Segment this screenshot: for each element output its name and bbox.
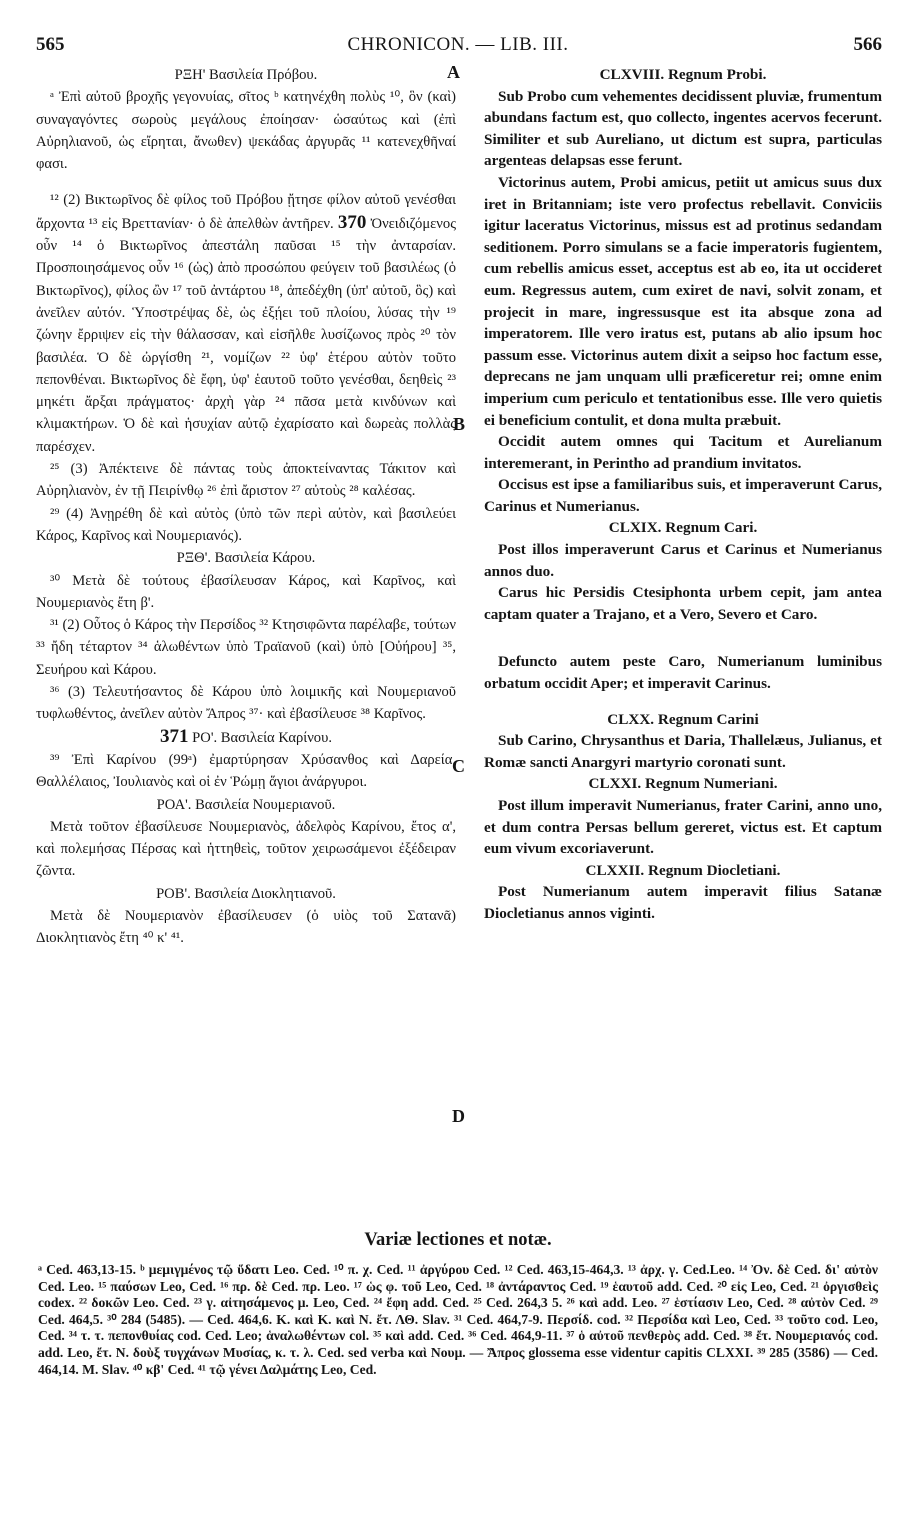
greek-paragraph: ³¹ (2) Οὗτος ὁ Κάρος τὴν Περσίδος ³² Κτησιφῶντα παρέλαβε, τούτων ³³ ἤδη τέταρτον ³⁴ ἁλωθέντων ὑπὸ Τραϊανοῦ (καὶ) ὑπὸ [Οὐήρου] ³⁵, Σευήρου καὶ Κάρου. — [36, 617, 456, 678]
running-title: CHRONICON. — LIB. III. — [347, 34, 569, 55]
greek-paragraph: ²⁵ (3) Ἀπέκτεινε δὲ πάντας τοὺς ἀποκτείναντας Τάκιτον καὶ Αὐρηλιανὸν, ἐν τῇ Πειρίνθῳ ²⁶ ἐπὶ ἄριστον ²⁷ αὐτοὺς ²⁸ καλέσας. — [36, 461, 456, 500]
latin-section-heading: CLXXI. Regnum Numeriani. — [588, 775, 778, 793]
latin-paragraph: Post Numerianum autem imperavit filius Satanæ Diocletianus annos viginti. — [484, 883, 882, 922]
latin-paragraph: Victorinus autem, Probi amicus, petiit ut amicus suus dux iret in Britanniam; iste vero profectus rebellavit. Conviciis igitur laceratus Victorinus, missus est ad protinus sedandam seditionem. Porro simulans se a facie imperatoris fugientem, cum rebellis amicus esset, acceptus est ab eo, ita ut occideret eum. Regressus autem, cum exiret de navi, solvit zonam, et projecit in mare, ingressusque est ita absque zona ad imperatorem. Ille vero iratus est, putans ab alio ipsum hoc passum esse. Victorinus autem dixit a seipso hoc factum esse, deprecans ne jam unquam ulli præficeretur rei; omne enim imperium cum periculo et tentationibus esse. Ille vero quietis ei beneficium contulit, et dona multa præbuit. — [484, 173, 882, 429]
latin-paragraph: Carus hic Persidis Ctesiphonta urbem cepit, jam antea captam quater a Trajano, et a Vero, Severo et Caro. — [484, 584, 882, 623]
latin-section-heading: CLXIX. Regnum Cari. — [608, 519, 758, 537]
greek-section-heading: ΡΟΑ'. Βασιλεία Νουμεριανοῦ. — [156, 796, 336, 813]
latin-column — [484, 64, 882, 925]
greek-section-heading: ΡΞΗ' Βασιλεία Πρόβου. — [174, 67, 318, 83]
running-header — [30, 34, 886, 60]
greek-paragraph: Μετὰ τοῦτον ἐβασίλευσε Νουμεριανὸς, ἀδελφὸς Καρίνου, ἔτος α', καὶ πολεμήσας Πέρσας καὶ ἡττηθεὶς, τοῦτον χειρωσάμενοι ἐξέδειραν ζῶντα. — [36, 818, 456, 880]
greek-paragraph: ᵃ Ἐπὶ αὐτοῦ βροχῆς γεγονυίας, σῖτος ᵇ κατηνέχθη πολὺς ¹⁰, ὃν (καὶ) συναγαγόντες σωροὺς μεγάλους ἐποίησαν· ὡσαύτως καὶ (ἐπὶ Αὐρηλιανοῦ, ὡς εἴρηται, ἄνωθεν) ψεκάδας ἀργυρᾶς ¹¹ κατενεχθῆναί φασι. — [36, 89, 456, 173]
latin-paragraph: Occisus est ipse a familiaribus suis, et imperaverunt Carus, Carinus et Numerianus. — [484, 476, 882, 515]
greek-heading-text: ΡΟ'. Βασιλεία Καρίνου. — [192, 729, 332, 746]
greek-section-heading — [36, 726, 456, 749]
greek-paragraph — [36, 189, 456, 458]
latin-paragraph: Post illum imperavit Numerianus, frater Carini, anno uno, et dum contra Persas bellum gereret, victus est. Et captum eum vivum excoriaverunt. — [484, 797, 882, 858]
greek-column — [36, 64, 456, 950]
greek-paragraph: ³⁰ Μετὰ δὲ τούτους ἐβασίλευσαν Κάρος, καὶ Καρῖνος, καὶ Νουμεριανὸς ἔτη β'. — [36, 572, 456, 611]
notes-title: Variæ lectiones et notæ. — [364, 1230, 552, 1250]
page-number-right: 566 — [853, 34, 882, 55]
variant-readings-notes: ᵃ Ced. 463,13-15. ᵇ μεμιγμένος τῷ ὕδατι Leo. Ced. ¹⁰ π. χ. Ced. ¹¹ ἀργύρου Ced. ¹² Ced. 463,15-464,3. ¹³ ἀρχ. γ. Ced.Leo. ¹⁴ Ὀν. δὲ Ced. δι' αὐτὸν Ced. Leo. ¹⁵ παύσων Leo, Ced. ¹⁶ πρ. δὲ Ced. πρ. Leo. ¹⁷ ὡς φ. τοῦ Leo, Ced. ¹⁸ ἀντάραντος Ced. ¹⁹ ἑαυτοῦ add. Ced. ²⁰ εἰς Leo, Ced. ²¹ ὀργισθεὶς codex. ²² δοκῶν Leo. Ced. ²³ γ. αἰτησάμενος μ. Leo, Ced. ²⁴ ἔφη add. Ced. ²⁵ Ced. 264,3 5. ²⁶ καὶ add. Leo. ²⁷ ἑστίασιν Leo, Ced. ²⁸ αὐτὸν Ced. ²⁹ Ced. 464,5. ³⁰ 284 (5485). — Ced. 464,6. K. καὶ K. καὶ N. ἔτ. ΛΘ. Slav. ³¹ Ced. 464,7-9. Περσίδ. cod. ³² Περσίδα καὶ Leo, Ced. ³³ τοῦτο cod. Leo, Ced. ³⁴ τ. τ. πεπονθυίας cod. Ced. Leo; ἁναλωθέντων col. ³⁵ καὶ add. Ced. ³⁶ Ced. 464,9-11. ³⁷ ὁ αὐτοῦ πενθερὸς add. Ced. ³⁸ ἔτ. Νουμεριανός cod. add. Leo, ἔτ. N. δοὺξ τυγχάνων Μυσίας, κ. τ. λ. Ced. sed verba καὶ Νουμ. — Ἄπρος glossema esse videntur capitis CLXXI. ³⁹ 285 (3586) — Ced. 464,14. M. Slav. ⁴⁰ κβ' Ced. ⁴¹ τῷ γένει Δαλμάτης Leo, Ced. — [38, 1262, 878, 1377]
margin-letter-d: D — [452, 1106, 465, 1126]
latin-paragraph: Defuncto autem peste Caro, Numerianum luminibus orbatum occidit Aper; et imperavit Carinus. — [484, 653, 882, 693]
greek-text: Ὀνειδιζόμενος οὖν ¹⁴ ὁ Βικτωρῖνος ἀπεστάλη παῦσαι ¹⁵ τὴν ἀνταρσίαν. Προσποιησάμενος οὖν ¹⁶ (ὡς) ἀπὸ προσώπου φεύγειν τοῦ βασιλέως (ὁ Βικτωρῖνος), φίλος ὢν ¹⁷ τοῦ ἀντάρτου ¹⁸, ἀπεδέχθη (ὑπ' αὐτοῦ, ὃς) καὶ ἀνεῖλεν αὐτόν. Ὑποστρέψας δὲ, ὡς ἐξῄει τοῦ πλοίου, λύσας τὴν ¹⁹ ζώνην ἔρριψεν εἰς τὴν θάλασσαν, καὶ εἰσῆλθε λυσίζωνος πρὸς ²⁰ τὸν βασιλέα. Ὁ δὲ ὠργίσθη ²¹, νομίζων ²² ὑφ' ἑτέρου αὐτὸν τοῦτο πεπονθέναι. Βικτωρῖνος δὲ ἔφη, ὑφ' ἑαυτοῦ τοῦτο γενέσθαι, δεηθεὶς ²³ μηκέτι ἄρξαι πράγματος· ἀρχὴ γὰρ ²⁴ πᾶσα μετὰ κινδύνων καὶ κλιμακτήρων. Ὁ δὲ καὶ ἡσυχίαν αὐτῷ ἐχαρίσατο καὶ δωρεὰς πολλὰς παρέσχεν. — [36, 215, 456, 455]
greek-text: ¹² (2) Βικτωρῖνος δὲ φίλος τοῦ Πρόβου ᾔτησε φίλον αὐτοῦ γενέσθαι ἄρχοντα ¹³ εἰς Βρεττανίαν· ὁ δὲ ἀπελθὼν ἀντῆρεν. — [36, 192, 456, 232]
latin-section-heading: CLXXII. Regnum Diocletiani. — [585, 861, 781, 879]
greek-section-heading: ΡΞΘ'. Βασιλεία Κάρου. — [176, 550, 316, 567]
margin-letter-c: C — [452, 756, 465, 776]
margin-letter-a: A — [447, 62, 460, 82]
latin-section-heading: CLXX. Regnum Carini — [607, 710, 759, 728]
greek-section-heading: ΡΟΒ'. Βασιλεία Διοκλητιανοῦ. — [156, 885, 336, 902]
page-marker-number: 371 — [160, 725, 189, 747]
greek-paragraph: ³⁶ (3) Τελευτήσαντος δὲ Κάρου ὑπὸ λοιμικῆς καὶ Νουμεριανοῦ τυφλωθέντος, ἀνεῖλεν αὐτὸν Ἄπρος ³⁷· καὶ ἐβασίλευσε ³⁸ Καρῖνος. — [36, 684, 456, 723]
latin-section-heading: CLXVIII. Regnum Probi. — [599, 66, 767, 83]
latin-paragraph: Sub Carino, Chrysanthus et Daria, Thallelæus, Julianus, et Romæ sancti Anargyri martyrio coronati sunt. — [484, 732, 882, 771]
latin-paragraph: Post illos imperaverunt Carus et Carinus et Numerianus annos duo. — [484, 541, 882, 580]
greek-paragraph: ³⁹ Ἐπὶ Καρίνου (99ᵃ) ἐμαρτύρησαν Χρύσανθος καὶ Δαρεία, Θαλλέλαιος, Ἰουλιανὸς καὶ οἱ ἐν Ῥώμῃ ἅγιοι ἀνάργυροι. — [36, 751, 456, 791]
page-marker-number: 370 — [337, 211, 367, 233]
latin-paragraph: Occidit autem omnes qui Tacitum et Aurelianum interemerant, in Perintho ad prandium invitatos. — [484, 433, 882, 472]
greek-paragraph: ²⁹ (4) Ἀνῃρέθη δὲ καὶ αὐτὸς (ὑπὸ τῶν περὶ αὐτὸν, καὶ βασιλεύει Κάρος, Καρῖνος καὶ Νουμεριανός). — [36, 505, 456, 544]
page-number-left: 565 — [36, 34, 65, 55]
greek-paragraph: Μετὰ δὲ Νουμεριανὸν ἐβασίλευσεν (ὁ υἱὸς τοῦ Σατανᾶ) Διοκλητιανὸς ἔτη ⁴⁰ κ' ⁴¹. — [36, 907, 456, 947]
margin-letter-b: B — [453, 414, 466, 434]
latin-paragraph: Sub Probo cum vehementes decidissent pluviæ, frumentum abundans factum est, quo collecto, ingentes acervos fecerunt. Similiter et sub Aureliano, ut dictum est supra, particulas argenteas delapsas esse ferunt. — [484, 87, 882, 170]
